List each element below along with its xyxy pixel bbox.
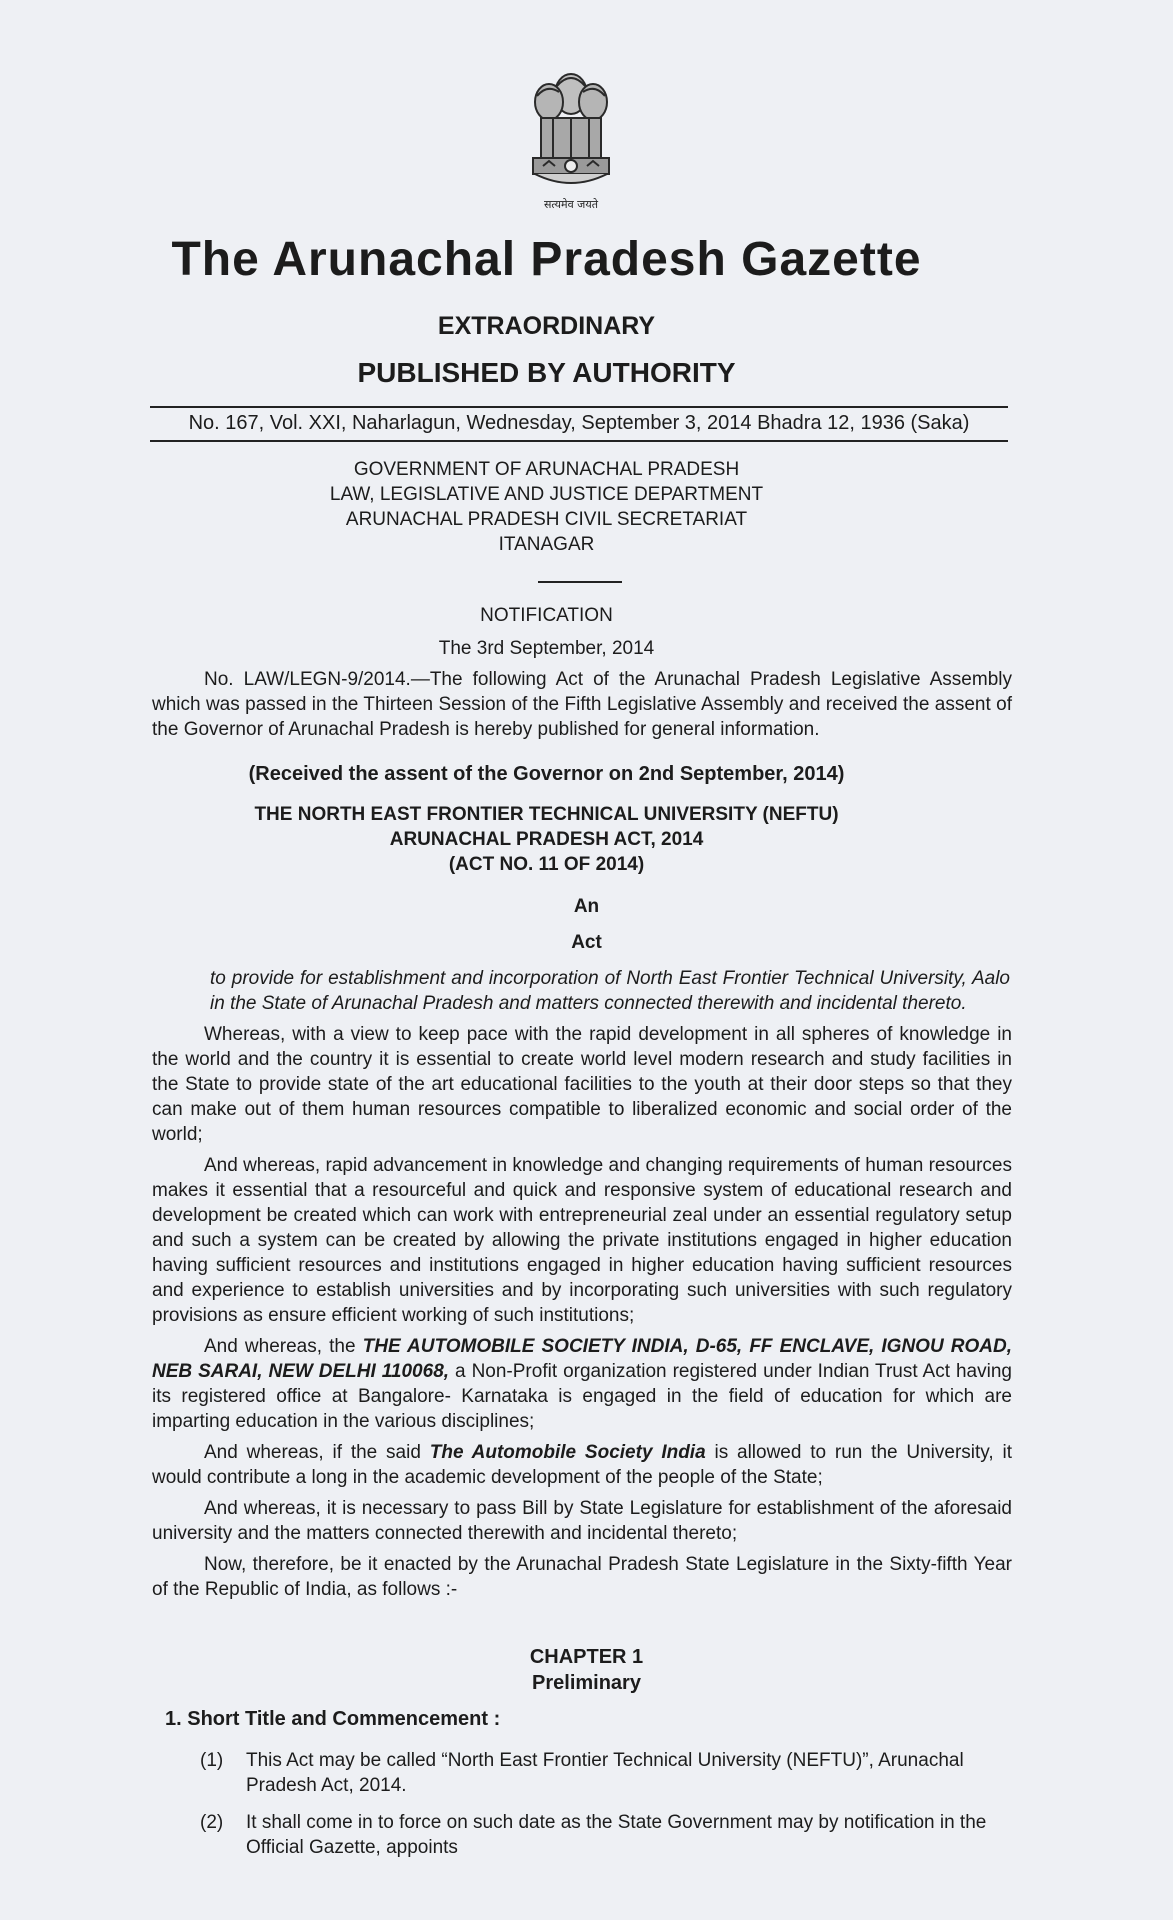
act-title-line-3: (ACT NO. 11 OF 2014): [448, 854, 645, 875]
preamble-p6: Now, therefore, be it enacted by the Arunachal Pradesh State Legislature in the Sixty-fifth Year of the Republic of India, as follows :-: [152, 1554, 1012, 1600]
dept-line-1: GOVERNMENT OF ARUNACHAL PRADESH: [353, 459, 740, 480]
clause-1-number: (1): [200, 1750, 224, 1771]
rule-top: [150, 406, 1008, 408]
preamble-p1: Whereas, with a view to keep pace with the rapid development in all spheres of knowledge in the world and the country it is essential to create world level modern research and study facilities in the State to provide state of the art educational facilities to the youth at their door steps so that they can make out of them human resources compatible to liberalized economic and social order of the world;: [152, 1024, 1012, 1145]
issue-line: No. 167, Vol. XXI, Naharlagun, Wednesday, September 3, 2014 Bhadra 12, 1936 (Saka): [188, 412, 970, 434]
clause-2: [200, 1810, 1020, 1860]
act-word: Act: [571, 932, 602, 953]
clause-1-text: This Act may be called “North East Frontier Technical University (NEFTU)”, Arunachal Pradesh Act, 2014.: [246, 1750, 964, 1796]
clause-1: [200, 1748, 1020, 1798]
dept-line-4: ITANAGAR: [498, 534, 595, 555]
gazette-extraordinary: EXTRAORDINARY: [437, 312, 656, 340]
act-purpose-block: [210, 966, 1010, 1022]
emblem-motto: सत्यमेव जयते: [543, 198, 599, 211]
preamble-p3-start: And whereas, the: [204, 1336, 363, 1357]
preamble-p4: [152, 1440, 1012, 1490]
dept-line-2: LAW, LEGISLATIVE AND JUSTICE DEPARTMENT: [329, 484, 764, 505]
preamble-p5: And whereas, it is necessary to pass Bill by State Legislature for establishment of the aforesaid university and the matters connected therewith and incidental thereto;: [152, 1498, 1012, 1544]
preamble-p4-end: is allowed to run the University, it would contribute a long in the academic development of the people of the State;: [152, 1442, 1012, 1488]
preamble-p2: And whereas, rapid advancement in knowledge and changing requirements of human resources makes it essential that a resourceful and quick and responsive system of educational research and development be created which can work with entrepreneurial zeal under an essential regulatory setup and such a system can be created by allowing the private institutions engaged in higher education having sufficient resources and institutions engaged in higher education having sufficient resources and experience to establish universities and by incorporating such universities with such regulatory provisions as ensure efficient working of such institutions;: [152, 1155, 1012, 1326]
notification-text: No. LAW/LEGN-9/2014.—The following Act of the Arunachal Pradesh Legislative Assembly which was passed in the Thirteen Session of the Fifth Legislative Assembly and received the assent of the Governor of Arunachal Pradesh is hereby published for general information.: [152, 669, 1012, 740]
act-title-line-2: ARUNACHAL PRADESH ACT, 2014: [389, 829, 704, 850]
rule-bottom: [150, 440, 1008, 442]
state-emblem: [523, 66, 619, 216]
notification-date: The 3rd September, 2014: [438, 638, 655, 659]
section-1-heading: 1. Short Title and Commencement :: [165, 1708, 501, 1730]
preamble-p4-society: The Automobile Society India: [429, 1442, 706, 1463]
ashoka-emblem-icon: [523, 66, 619, 216]
act-an: An: [573, 896, 600, 917]
gazette-title: The Arunachal Pradesh Gazette: [171, 233, 922, 286]
act-title-line-1: THE NORTH EAST FRONTIER TECHNICAL UNIVERSITY (NEFTU): [254, 804, 839, 825]
clause-2-text: It shall come in to force on such date as the State Government may by notification in the Official Gazette, appoints: [246, 1812, 987, 1858]
notification-heading: NOTIFICATION: [480, 605, 613, 626]
act-purpose: to provide for establishment and incorporation of North East Frontier Technical University, Aalo in the State of Arunachal Pradesh and matters connected therewith and incidental thereto.: [210, 968, 1010, 1014]
chapter-name: Preliminary: [532, 1672, 641, 1694]
clause-2-number: (2): [200, 1812, 224, 1833]
preamble-p3-end: a Non-Profit organization registered under Indian Trust Act having its registered office at Bangalore- Karnataka is engaged in the field of education for which are imparting education in the various disciplines;: [152, 1361, 1012, 1432]
preamble-p3: [152, 1334, 1012, 1434]
preamble-p3-society: THE AUTOMOBILE SOCIETY INDIA, D-65, FF ENCLAVE, IGNOU ROAD, NEB SARAI, NEW DELHI 110068,: [152, 1336, 1012, 1382]
notification-text-block: [152, 667, 1012, 748]
preamble-p4-start: And whereas, if the said: [204, 1442, 430, 1463]
gazette-published-by: PUBLISHED BY AUTHORITY: [357, 357, 736, 388]
chapter-number: CHAPTER 1: [529, 1646, 644, 1668]
dept-line-3: ARUNACHAL PRADESH CIVIL SECRETARIAT: [345, 509, 748, 530]
assent-line: (Received the assent of the Governor on 2nd September, 2014): [248, 763, 845, 785]
preamble: [152, 1022, 1012, 1608]
short-divider: [538, 581, 622, 583]
